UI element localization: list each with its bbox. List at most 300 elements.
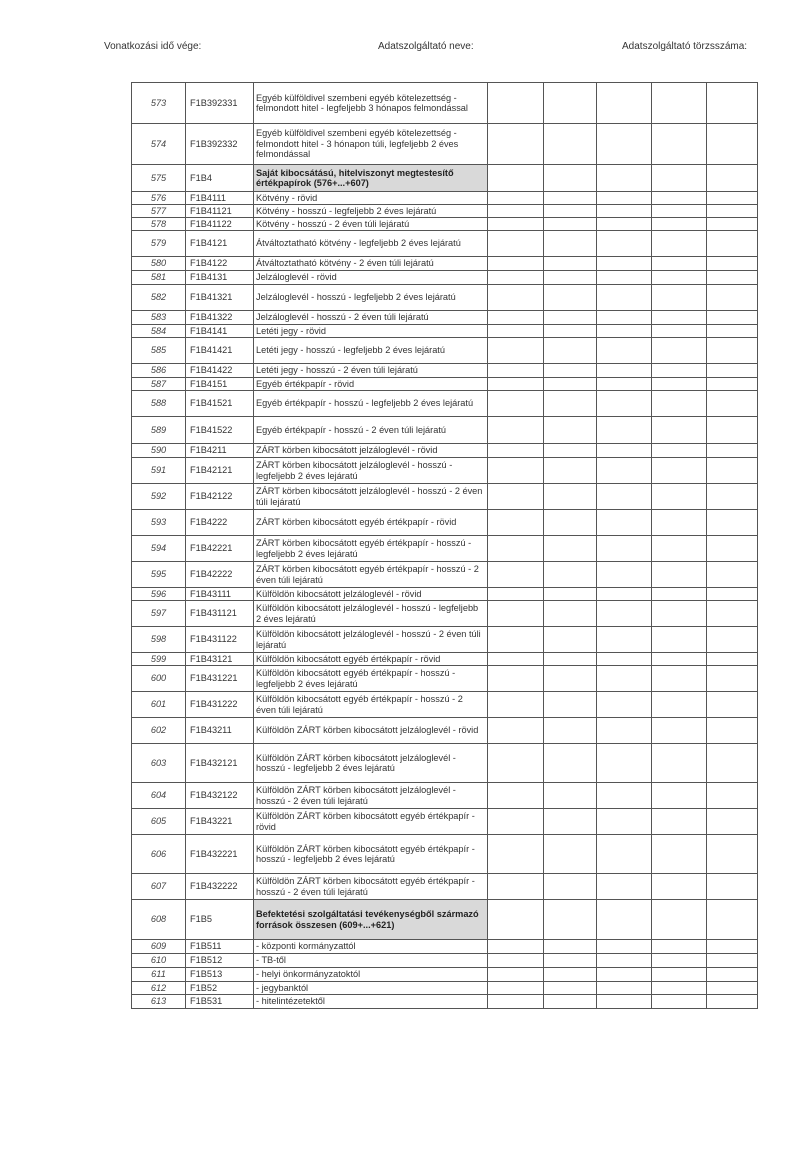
- value-cell[interactable]: [488, 653, 544, 666]
- value-cell[interactable]: [707, 692, 758, 718]
- value-cell[interactable]: [544, 378, 597, 391]
- row-description: ZÁRT körben kibocsátott egyéb értékpapír - hosszú - 2 éven túli lejáratú: [254, 562, 488, 588]
- row-code: F1B4131: [186, 271, 254, 285]
- value-cell[interactable]: [544, 783, 597, 809]
- row-description: Kötvény - rövid: [254, 192, 488, 205]
- value-cell[interactable]: [488, 995, 544, 1009]
- row-description: Egyéb értékpapír - hosszú - 2 éven túli lejáratú: [254, 417, 488, 444]
- provider-id-label: Adatszolgáltató törzsszáma:: [622, 41, 748, 52]
- value-cell[interactable]: [597, 562, 652, 588]
- value-cell[interactable]: [544, 744, 597, 783]
- value-cell[interactable]: [488, 271, 544, 285]
- value-cell[interactable]: [544, 809, 597, 835]
- value-cell[interactable]: [488, 588, 544, 601]
- row-description: Külföldön ZÁRT körben kibocsátott egyéb értékpapír - hosszú - 2 éven túli lejáratú: [254, 874, 488, 900]
- value-cell[interactable]: [597, 982, 652, 995]
- value-cell[interactable]: [597, 588, 652, 601]
- value-cell[interactable]: [652, 562, 707, 588]
- row-number: 590: [132, 444, 186, 458]
- value-cell[interactable]: [597, 325, 652, 338]
- value-cell[interactable]: [488, 83, 544, 124]
- value-cell[interactable]: [544, 311, 597, 325]
- row-description: Külföldön ZÁRT körben kibocsátott jelzáloglevél - hosszú - 2 éven túli lejáratú: [254, 783, 488, 809]
- value-cell[interactable]: [652, 271, 707, 285]
- value-cell[interactable]: [597, 257, 652, 271]
- table-row: [132, 271, 758, 285]
- value-cell[interactable]: [652, 692, 707, 718]
- value-cell[interactable]: [597, 510, 652, 536]
- value-cell[interactable]: [707, 325, 758, 338]
- value-cell[interactable]: [488, 601, 544, 627]
- table-row: [132, 378, 758, 391]
- row-code: F1B41321: [186, 285, 254, 311]
- row-description: Külföldön kibocsátott jelzáloglevél - hosszú - 2 éven túli lejáratú: [254, 627, 488, 653]
- table-row: [132, 458, 758, 484]
- row-number: 605: [132, 809, 186, 835]
- value-cell[interactable]: [652, 874, 707, 900]
- value-cell[interactable]: [544, 874, 597, 900]
- row-number: 611: [132, 968, 186, 982]
- value-cell[interactable]: [544, 257, 597, 271]
- table-row: [132, 165, 758, 192]
- value-cell[interactable]: [707, 165, 758, 192]
- value-cell[interactable]: [652, 900, 707, 940]
- table-row: [132, 588, 758, 601]
- row-number: 581: [132, 271, 186, 285]
- table-row: [132, 83, 758, 124]
- value-cell[interactable]: [707, 218, 758, 231]
- value-cell[interactable]: [544, 165, 597, 192]
- value-cell[interactable]: [488, 968, 544, 982]
- value-cell[interactable]: [597, 666, 652, 692]
- row-code: F1B531: [186, 995, 254, 1009]
- value-cell[interactable]: [488, 218, 544, 231]
- row-number: 589: [132, 417, 186, 444]
- value-cell[interactable]: [488, 231, 544, 257]
- value-cell[interactable]: [544, 391, 597, 417]
- value-cell[interactable]: [707, 995, 758, 1009]
- row-code: F1B432122: [186, 783, 254, 809]
- value-cell[interactable]: [544, 627, 597, 653]
- value-cell[interactable]: [707, 124, 758, 165]
- value-cell[interactable]: [707, 391, 758, 417]
- row-number: 593: [132, 510, 186, 536]
- value-cell[interactable]: [488, 510, 544, 536]
- value-cell[interactable]: [707, 458, 758, 484]
- value-cell[interactable]: [597, 968, 652, 982]
- value-cell[interactable]: [597, 601, 652, 627]
- value-cell[interactable]: [707, 83, 758, 124]
- value-cell[interactable]: [652, 809, 707, 835]
- value-cell[interactable]: [707, 982, 758, 995]
- row-description: Egyéb értékpapír - rövid: [254, 378, 488, 391]
- table-row: [132, 510, 758, 536]
- row-code: F1B4151: [186, 378, 254, 391]
- table-row: [132, 692, 758, 718]
- value-cell[interactable]: [652, 391, 707, 417]
- value-cell[interactable]: [544, 124, 597, 165]
- value-cell[interactable]: [597, 285, 652, 311]
- value-cell[interactable]: [544, 205, 597, 218]
- value-cell[interactable]: [488, 627, 544, 653]
- value-cell[interactable]: [652, 444, 707, 458]
- row-description: Külföldön kibocsátott egyéb értékpapír - hosszú - 2 éven túli lejáratú: [254, 692, 488, 718]
- table-row: [132, 783, 758, 809]
- value-cell[interactable]: [597, 364, 652, 378]
- row-description: Jelzáloglevél - hosszú - legfeljebb 2 éves lejáratú: [254, 285, 488, 311]
- value-cell[interactable]: [488, 536, 544, 562]
- value-cell[interactable]: [488, 205, 544, 218]
- row-code: F1B5: [186, 900, 254, 940]
- value-cell[interactable]: [488, 325, 544, 338]
- value-cell[interactable]: [707, 900, 758, 940]
- value-cell[interactable]: [488, 417, 544, 444]
- value-cell[interactable]: [488, 444, 544, 458]
- value-cell[interactable]: [544, 458, 597, 484]
- value-cell[interactable]: [652, 165, 707, 192]
- value-cell[interactable]: [488, 940, 544, 954]
- value-cell[interactable]: [544, 692, 597, 718]
- value-cell[interactable]: [597, 653, 652, 666]
- value-cell[interactable]: [597, 536, 652, 562]
- value-cell[interactable]: [544, 484, 597, 510]
- value-cell[interactable]: [488, 744, 544, 783]
- value-cell[interactable]: [544, 364, 597, 378]
- value-cell[interactable]: [544, 940, 597, 954]
- value-cell[interactable]: [544, 601, 597, 627]
- value-cell[interactable]: [597, 192, 652, 205]
- table-row: [132, 338, 758, 364]
- value-cell[interactable]: [488, 165, 544, 192]
- row-code: F1B43111: [186, 588, 254, 601]
- value-cell[interactable]: [597, 165, 652, 192]
- row-code: F1B512: [186, 954, 254, 968]
- value-cell[interactable]: [544, 536, 597, 562]
- value-cell[interactable]: [544, 83, 597, 124]
- value-cell[interactable]: [707, 536, 758, 562]
- value-cell[interactable]: [544, 995, 597, 1009]
- value-cell[interactable]: [652, 124, 707, 165]
- row-number: 580: [132, 257, 186, 271]
- value-cell[interactable]: [597, 995, 652, 1009]
- value-cell[interactable]: [488, 783, 544, 809]
- value-cell[interactable]: [652, 325, 707, 338]
- value-cell[interactable]: [707, 653, 758, 666]
- row-code: F1B42121: [186, 458, 254, 484]
- row-code: F1B4211: [186, 444, 254, 458]
- row-description: Kötvény - hosszú - legfeljebb 2 éves lejáratú: [254, 205, 488, 218]
- report-table: [131, 82, 758, 1009]
- value-cell[interactable]: [488, 124, 544, 165]
- value-cell[interactable]: [544, 417, 597, 444]
- row-code: F1B4121: [186, 231, 254, 257]
- value-cell[interactable]: [707, 417, 758, 444]
- value-cell[interactable]: [652, 718, 707, 744]
- value-cell[interactable]: [707, 338, 758, 364]
- row-code: F1B41422: [186, 364, 254, 378]
- value-cell[interactable]: [544, 510, 597, 536]
- value-cell[interactable]: [707, 588, 758, 601]
- row-code: F1B41322: [186, 311, 254, 325]
- value-cell[interactable]: [544, 718, 597, 744]
- row-number: 604: [132, 783, 186, 809]
- value-cell[interactable]: [707, 954, 758, 968]
- value-cell[interactable]: [652, 783, 707, 809]
- value-cell[interactable]: [544, 954, 597, 968]
- table-row: [132, 364, 758, 378]
- value-cell[interactable]: [707, 192, 758, 205]
- table-row: [132, 900, 758, 940]
- value-cell[interactable]: [597, 417, 652, 444]
- value-cell[interactable]: [707, 718, 758, 744]
- value-cell[interactable]: [652, 285, 707, 311]
- value-cell[interactable]: [707, 835, 758, 874]
- value-cell[interactable]: [707, 601, 758, 627]
- value-cell[interactable]: [707, 271, 758, 285]
- value-cell[interactable]: [597, 874, 652, 900]
- value-cell[interactable]: [488, 458, 544, 484]
- value-cell[interactable]: [544, 666, 597, 692]
- row-code: F1B43221: [186, 809, 254, 835]
- row-number: 587: [132, 378, 186, 391]
- value-cell[interactable]: [707, 205, 758, 218]
- row-number: 582: [132, 285, 186, 311]
- value-cell[interactable]: [544, 271, 597, 285]
- value-cell[interactable]: [488, 391, 544, 417]
- row-number: 602: [132, 718, 186, 744]
- value-cell[interactable]: [544, 218, 597, 231]
- row-code: F1B43211: [186, 718, 254, 744]
- value-cell[interactable]: [652, 338, 707, 364]
- value-cell[interactable]: [488, 718, 544, 744]
- value-cell[interactable]: [652, 835, 707, 874]
- row-description: Külföldön ZÁRT körben kibocsátott jelzáloglevél - hosszú - legfeljebb 2 éves lejáratú: [254, 744, 488, 783]
- value-cell[interactable]: [597, 378, 652, 391]
- value-cell[interactable]: [597, 205, 652, 218]
- value-cell[interactable]: [652, 378, 707, 391]
- row-description: Letéti jegy - hosszú - 2 éven túli lejáratú: [254, 364, 488, 378]
- value-cell[interactable]: [652, 311, 707, 325]
- value-cell[interactable]: [488, 982, 544, 995]
- row-number: 584: [132, 325, 186, 338]
- value-cell[interactable]: [597, 484, 652, 510]
- value-cell[interactable]: [544, 192, 597, 205]
- value-cell[interactable]: [597, 954, 652, 968]
- value-cell[interactable]: [488, 378, 544, 391]
- value-cell[interactable]: [652, 627, 707, 653]
- row-code: F1B52: [186, 982, 254, 995]
- row-number: 585: [132, 338, 186, 364]
- row-description: Külföldön kibocsátott egyéb értékpapír - hosszú - legfeljebb 2 éves lejáratú: [254, 666, 488, 692]
- value-cell[interactable]: [597, 692, 652, 718]
- row-code: F1B4122: [186, 257, 254, 271]
- value-cell[interactable]: [652, 510, 707, 536]
- value-cell[interactable]: [707, 285, 758, 311]
- value-cell[interactable]: [544, 900, 597, 940]
- value-cell[interactable]: [652, 982, 707, 995]
- row-code: F1B431122: [186, 627, 254, 653]
- value-cell[interactable]: [544, 562, 597, 588]
- row-number: 575: [132, 165, 186, 192]
- value-cell[interactable]: [488, 311, 544, 325]
- value-cell[interactable]: [652, 940, 707, 954]
- row-number: 608: [132, 900, 186, 940]
- row-number: 600: [132, 666, 186, 692]
- value-cell[interactable]: [652, 666, 707, 692]
- value-cell[interactable]: [544, 982, 597, 995]
- value-cell[interactable]: [544, 653, 597, 666]
- row-number: 583: [132, 311, 186, 325]
- value-cell[interactable]: [707, 444, 758, 458]
- value-cell[interactable]: [652, 364, 707, 378]
- value-cell[interactable]: [652, 954, 707, 968]
- table-row: [132, 205, 758, 218]
- table-row: [132, 124, 758, 165]
- value-cell[interactable]: [544, 231, 597, 257]
- value-cell[interactable]: [652, 995, 707, 1009]
- value-cell[interactable]: [597, 835, 652, 874]
- value-cell[interactable]: [707, 744, 758, 783]
- value-cell[interactable]: [544, 338, 597, 364]
- value-cell[interactable]: [488, 954, 544, 968]
- value-cell[interactable]: [707, 378, 758, 391]
- table-row: [132, 536, 758, 562]
- value-cell[interactable]: [707, 627, 758, 653]
- row-code: F1B431222: [186, 692, 254, 718]
- value-cell[interactable]: [707, 311, 758, 325]
- value-cell[interactable]: [597, 900, 652, 940]
- value-cell[interactable]: [597, 627, 652, 653]
- row-description: Jelzáloglevél - rövid: [254, 271, 488, 285]
- table-row: [132, 954, 758, 968]
- value-cell[interactable]: [488, 338, 544, 364]
- value-cell[interactable]: [597, 718, 652, 744]
- provider-name-label: Adatszolgáltató neve:: [378, 41, 474, 52]
- value-cell[interactable]: [597, 271, 652, 285]
- value-cell[interactable]: [597, 783, 652, 809]
- row-code: F1B392331: [186, 83, 254, 124]
- table-row: [132, 444, 758, 458]
- value-cell[interactable]: [707, 510, 758, 536]
- value-cell[interactable]: [488, 285, 544, 311]
- period-end-label: Vonatkozási idő vége:: [104, 41, 202, 52]
- value-cell[interactable]: [652, 417, 707, 444]
- value-cell[interactable]: [544, 444, 597, 458]
- row-number: 603: [132, 744, 186, 783]
- row-code: F1B41522: [186, 417, 254, 444]
- value-cell[interactable]: [652, 588, 707, 601]
- value-cell[interactable]: [488, 666, 544, 692]
- value-cell[interactable]: [488, 562, 544, 588]
- value-cell[interactable]: [597, 458, 652, 484]
- value-cell[interactable]: [707, 874, 758, 900]
- value-cell[interactable]: [707, 484, 758, 510]
- row-description: Letéti jegy - hosszú - legfeljebb 2 éves lejáratú: [254, 338, 488, 364]
- value-cell[interactable]: [597, 218, 652, 231]
- value-cell[interactable]: [652, 536, 707, 562]
- value-cell[interactable]: [544, 835, 597, 874]
- value-cell[interactable]: [597, 391, 652, 417]
- table-row: [132, 718, 758, 744]
- value-cell[interactable]: [544, 968, 597, 982]
- row-code: F1B41121: [186, 205, 254, 218]
- row-description: Külföldön ZÁRT körben kibocsátott egyéb értékpapír - hosszú - legfeljebb 2 éves lejáratú: [254, 835, 488, 874]
- value-cell[interactable]: [707, 364, 758, 378]
- value-cell[interactable]: [652, 218, 707, 231]
- table-row: [132, 325, 758, 338]
- value-cell[interactable]: [544, 325, 597, 338]
- table-row: [132, 968, 758, 982]
- value-cell[interactable]: [597, 311, 652, 325]
- table-row: [132, 809, 758, 835]
- value-cell[interactable]: [488, 835, 544, 874]
- value-cell[interactable]: [597, 444, 652, 458]
- value-cell[interactable]: [652, 231, 707, 257]
- row-description: - központi kormányzattól: [254, 940, 488, 954]
- value-cell[interactable]: [707, 783, 758, 809]
- value-cell[interactable]: [707, 940, 758, 954]
- value-cell[interactable]: [652, 192, 707, 205]
- value-cell[interactable]: [652, 205, 707, 218]
- row-code: F1B4141: [186, 325, 254, 338]
- value-cell[interactable]: [707, 809, 758, 835]
- value-cell[interactable]: [488, 364, 544, 378]
- row-description: Külföldön kibocsátott jelzáloglevél - rövid: [254, 588, 488, 601]
- value-cell[interactable]: [544, 588, 597, 601]
- row-description: Egyéb külföldivel szembeni egyéb kötelezettség - felmondott hitel - legfeljebb 3 hónapos felmondással: [254, 83, 488, 124]
- value-cell[interactable]: [652, 83, 707, 124]
- value-cell[interactable]: [707, 231, 758, 257]
- row-number: 613: [132, 995, 186, 1009]
- row-description: ZÁRT körben kibocsátott jelzáloglevél - rövid: [254, 444, 488, 458]
- value-cell[interactable]: [488, 192, 544, 205]
- value-cell[interactable]: [652, 744, 707, 783]
- value-cell[interactable]: [707, 562, 758, 588]
- value-cell[interactable]: [707, 968, 758, 982]
- value-cell[interactable]: [652, 484, 707, 510]
- row-code: F1B392332: [186, 124, 254, 165]
- value-cell[interactable]: [488, 484, 544, 510]
- value-cell[interactable]: [652, 257, 707, 271]
- value-cell[interactable]: [652, 653, 707, 666]
- value-cell[interactable]: [652, 968, 707, 982]
- value-cell[interactable]: [488, 900, 544, 940]
- value-cell[interactable]: [597, 231, 652, 257]
- row-description: Egyéb külföldivel szembeni egyéb kötelezettség - felmondott hitel - 3 hónapon túli, legfeljebb 2 éves felmondással: [254, 124, 488, 165]
- row-description: ZÁRT körben kibocsátott egyéb értékpapír - rövid: [254, 510, 488, 536]
- value-cell[interactable]: [597, 940, 652, 954]
- value-cell[interactable]: [488, 692, 544, 718]
- value-cell[interactable]: [652, 601, 707, 627]
- value-cell[interactable]: [488, 257, 544, 271]
- value-cell[interactable]: [597, 124, 652, 165]
- value-cell[interactable]: [597, 809, 652, 835]
- row-code: F1B431121: [186, 601, 254, 627]
- value-cell[interactable]: [597, 338, 652, 364]
- value-cell[interactable]: [707, 257, 758, 271]
- value-cell[interactable]: [597, 744, 652, 783]
- row-code: F1B511: [186, 940, 254, 954]
- value-cell[interactable]: [707, 666, 758, 692]
- value-cell[interactable]: [652, 458, 707, 484]
- value-cell[interactable]: [488, 809, 544, 835]
- value-cell[interactable]: [544, 285, 597, 311]
- row-number: 606: [132, 835, 186, 874]
- value-cell[interactable]: [597, 83, 652, 124]
- table-row: [132, 218, 758, 231]
- value-cell[interactable]: [488, 874, 544, 900]
- table-row: [132, 653, 758, 666]
